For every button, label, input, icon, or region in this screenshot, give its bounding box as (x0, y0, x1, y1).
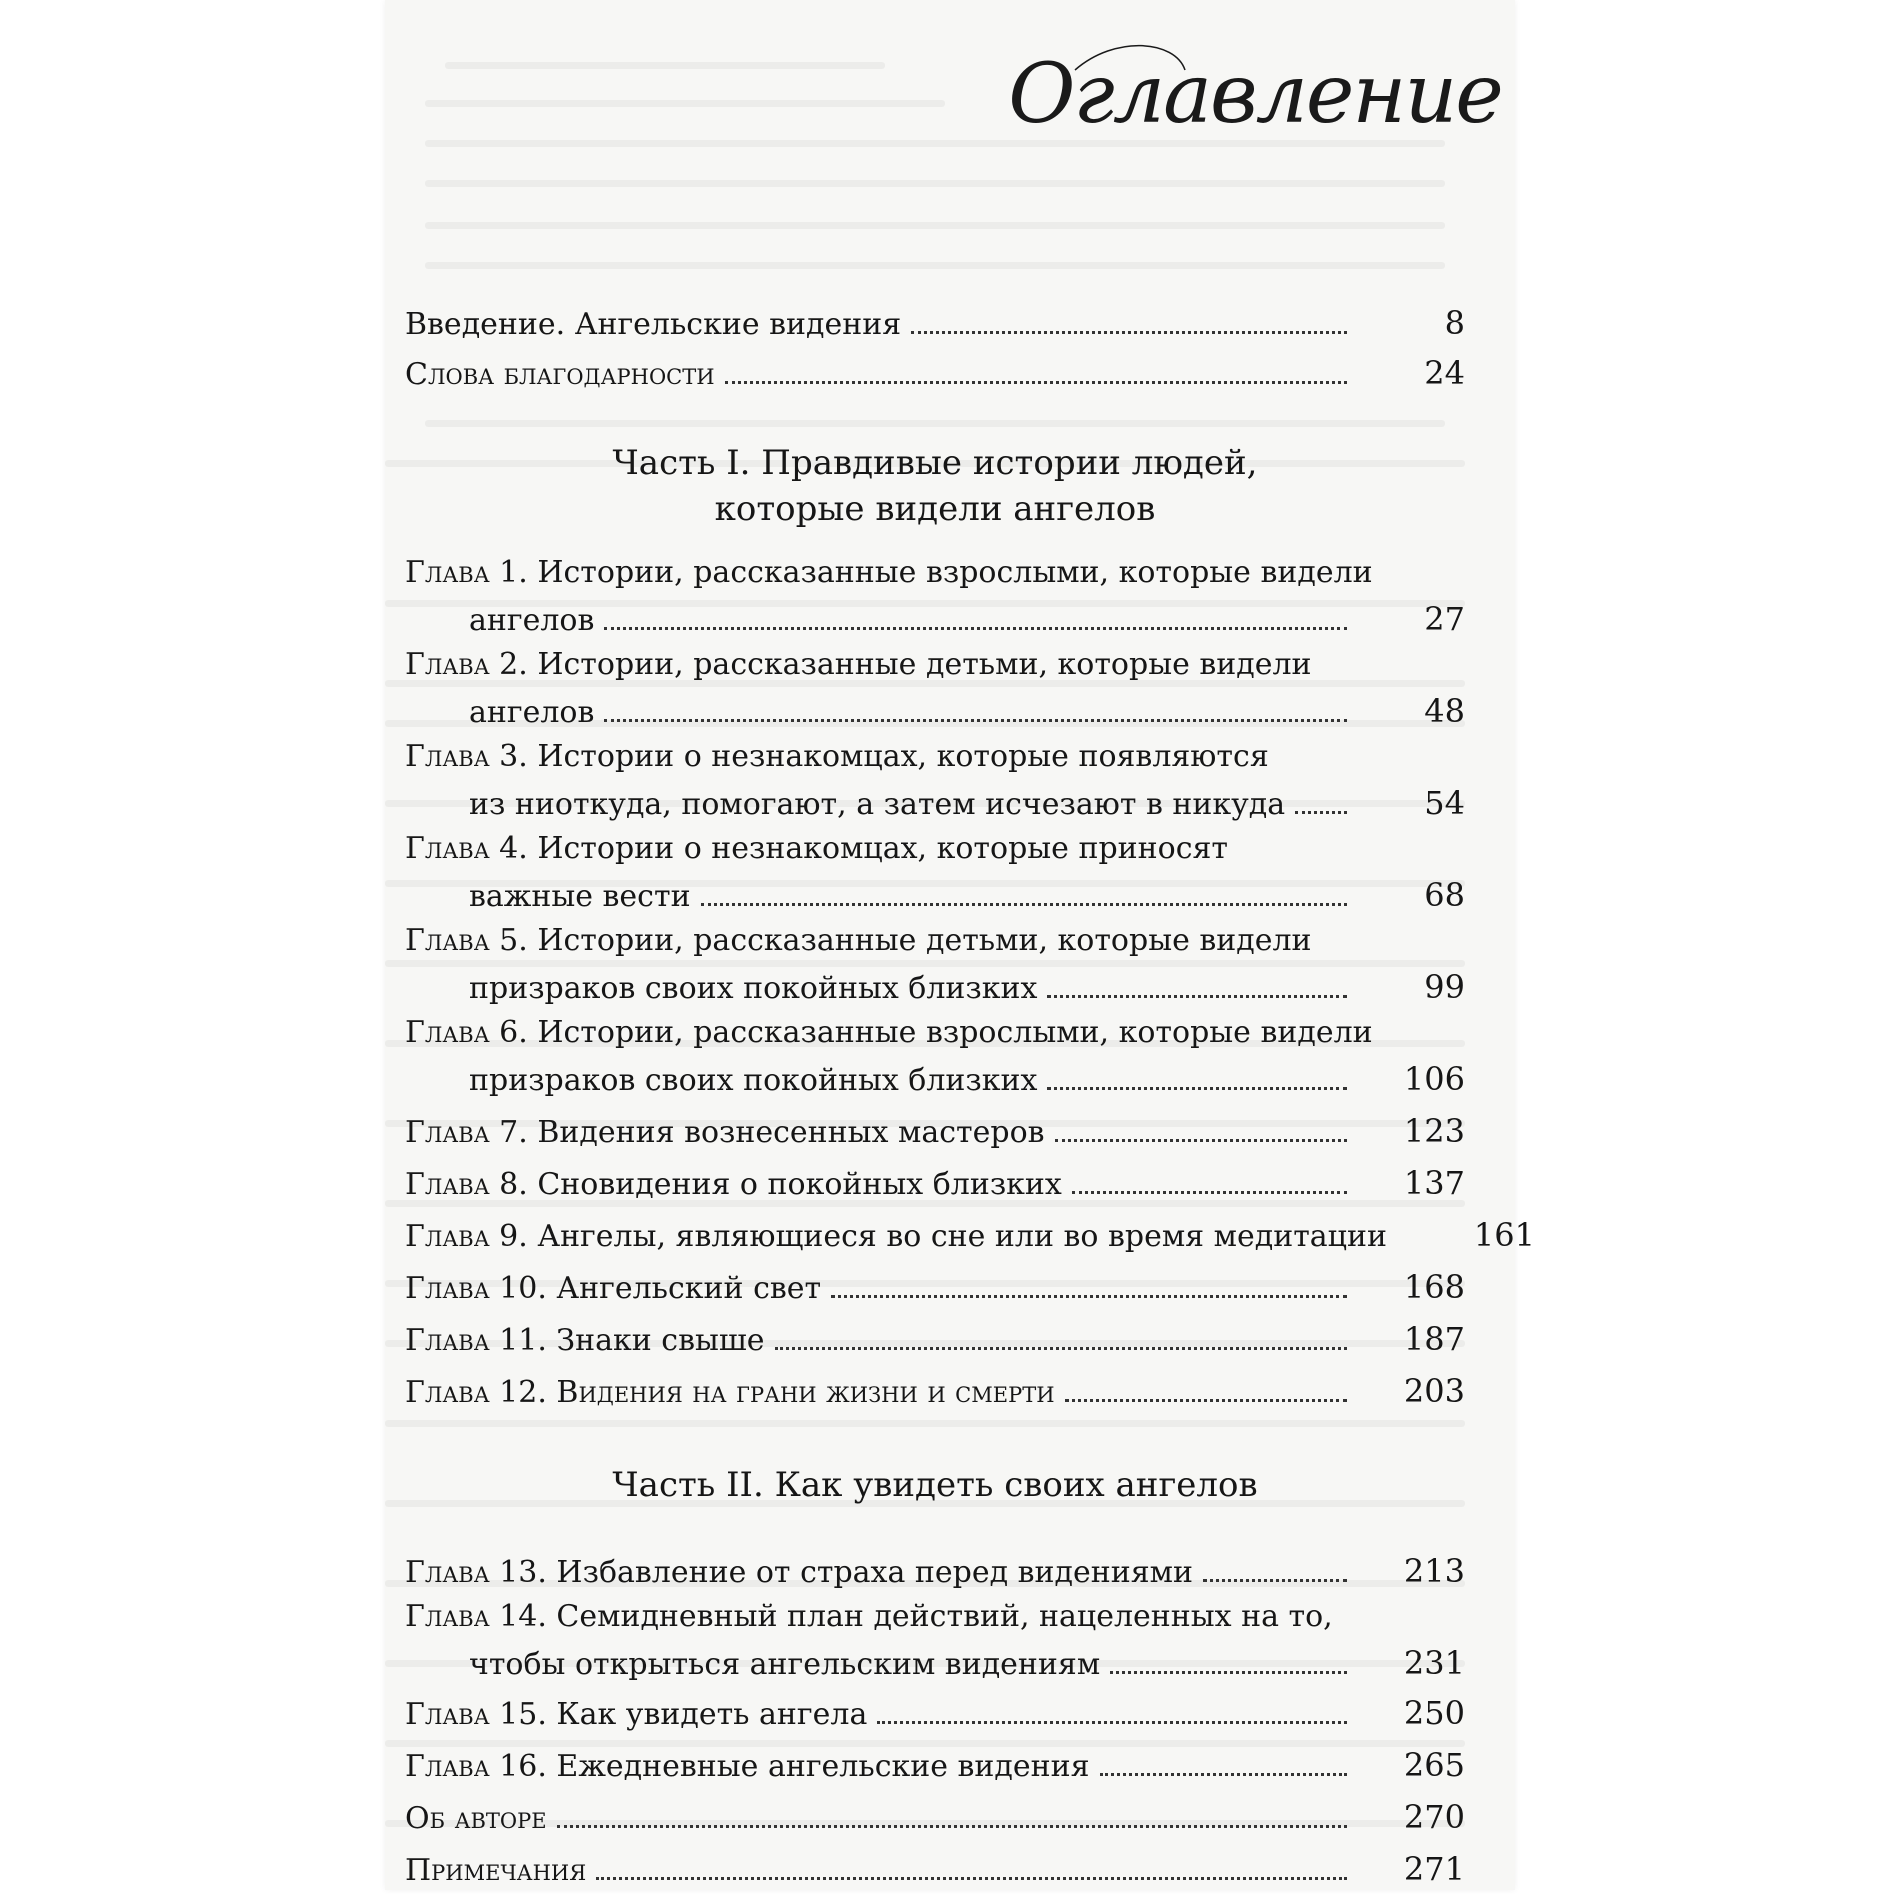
page-number: 250 (1403, 1694, 1465, 1732)
chapter-title-line2: из ниоткуда, помогают, а затем исчезают в никуда (469, 787, 1286, 822)
page-number: 187 (1403, 1320, 1465, 1358)
chapter-title-line1: Истории, рассказанные детьми, которые видели (537, 923, 1312, 958)
chapter-title: Ежедневные ангельские видения (556, 1749, 1090, 1784)
chapter-title-line1: Истории, рассказанные взрослыми, которые видели (537, 1015, 1373, 1050)
dot-leader (1203, 1579, 1347, 1582)
dot-leader (604, 627, 1347, 630)
toc-entry-acknowledgements[interactable] (405, 350, 1465, 396)
dot-leader (1047, 995, 1347, 998)
chapter-title: Видения на грани жизни и смерти (556, 1375, 1055, 1410)
dot-leader (877, 1721, 1347, 1724)
part-1-heading (405, 440, 1465, 532)
toc-entry-chapter-12[interactable] (405, 1368, 1465, 1414)
page-number: 54 (1424, 784, 1465, 822)
chapter-title-line2: призраков своих покойных близких (469, 1063, 1038, 1098)
chapter-title: Ангельский свет (556, 1271, 822, 1306)
part-2-heading (405, 1462, 1465, 1508)
toc-entry-chapter-9[interactable] (405, 1212, 1535, 1258)
toc-entry-chapter-10[interactable] (405, 1264, 1465, 1310)
dot-leader (911, 331, 1347, 334)
page-title-text: Оглавление (1008, 47, 1502, 142)
entry-label: Примечания (405, 1853, 587, 1888)
toc-entry-chapter-8[interactable] (405, 1160, 1465, 1206)
chapter-title-line2: чтобы открыться ангельским видениям (469, 1647, 1101, 1682)
chapter-number: Глава 1. (405, 555, 528, 590)
dot-leader (1047, 1087, 1347, 1090)
page-number: 48 (1424, 692, 1465, 730)
chapter-title-line1: Истории, рассказанные взрослыми, которые видели (537, 555, 1373, 590)
toc-entry-chapter-7[interactable] (405, 1108, 1465, 1154)
chapter-title-line2: призраков своих покойных близких (469, 971, 1038, 1006)
chapter-title-line2: важные вести (469, 879, 691, 914)
chapter-number: Глава 8. (405, 1167, 528, 1202)
dot-leader (1072, 1191, 1347, 1194)
dot-leader (1397, 1243, 1417, 1246)
part-2-title: Часть II. Как увидеть своих ангелов (612, 1465, 1258, 1505)
dot-leader (604, 719, 1347, 722)
page-number: 123 (1403, 1112, 1465, 1150)
chapter-number: Глава 5. (405, 923, 528, 958)
chapter-number: Глава 3. (405, 739, 528, 774)
page-number: 137 (1403, 1164, 1465, 1202)
chapter-title-line1: Семидневный план действий, нацеленных на то, (556, 1599, 1333, 1634)
page-title (1008, 30, 1502, 170)
dot-leader (1055, 1139, 1347, 1142)
dot-leader (1295, 811, 1347, 814)
chapter-number: Глава 7. (405, 1115, 528, 1150)
entry-label: Слова благодарности (405, 357, 715, 392)
chapter-number: Глава 12. (405, 1375, 547, 1410)
page-number: 68 (1424, 876, 1465, 914)
entry-label: Введение. Ангельские видения (405, 307, 902, 342)
chapter-number: Глава 11. (405, 1323, 547, 1358)
part-1-title-line1: Часть I. Правдивые истории людей, (612, 443, 1258, 483)
dot-leader (596, 1877, 1347, 1880)
dot-leader (831, 1295, 1347, 1298)
toc-entry-introduction[interactable] (405, 300, 1465, 346)
toc-entry-about-author[interactable] (405, 1794, 1465, 1840)
chapter-title: Знаки свыше (556, 1323, 765, 1358)
page-number: 203 (1403, 1372, 1465, 1410)
chapter-number: Глава 4. (405, 831, 528, 866)
dot-leader (725, 381, 1347, 384)
chapter-title-line1: Истории о незнакомцах, которые появляются (537, 739, 1269, 774)
page-number: 8 (1444, 304, 1465, 342)
page-number: 27 (1424, 600, 1465, 638)
toc-entry-chapter-6[interactable] (405, 1010, 1465, 1102)
page-number: 106 (1403, 1060, 1465, 1098)
chapter-number: Глава 10. (405, 1271, 547, 1306)
page-number: 161 (1473, 1216, 1535, 1254)
dot-leader (701, 903, 1347, 906)
toc-entry-chapter-1[interactable] (405, 550, 1465, 642)
toc-entry-chapter-4[interactable] (405, 826, 1465, 918)
toc-entry-notes[interactable] (405, 1846, 1465, 1892)
chapter-number: Глава 16. (405, 1749, 547, 1784)
toc-entry-chapter-14[interactable] (405, 1594, 1465, 1686)
chapter-title: Избавление от страха перед видениями (556, 1555, 1193, 1590)
chapter-title-line1: Истории, рассказанные детьми, которые видели (537, 647, 1312, 682)
chapter-title: Ангелы, являющиеся во сне или во время медитации (537, 1219, 1387, 1254)
part-1-title-line2: которые видели ангелов (714, 489, 1156, 529)
dot-leader (557, 1825, 1347, 1828)
toc-entry-chapter-15[interactable] (405, 1690, 1465, 1736)
dot-leader (1110, 1671, 1347, 1674)
page-number: 213 (1403, 1552, 1465, 1590)
chapter-title-line2: ангелов (469, 603, 595, 638)
chapter-number: Глава 2. (405, 647, 528, 682)
page-number: 265 (1403, 1746, 1465, 1784)
chapter-title: Сновидения о покойных близких (537, 1167, 1062, 1202)
toc-entry-chapter-5[interactable] (405, 918, 1465, 1010)
toc-entry-chapter-16[interactable] (405, 1742, 1465, 1788)
page-number: 24 (1424, 354, 1465, 392)
chapter-number: Глава 13. (405, 1555, 547, 1590)
toc-entry-chapter-11[interactable] (405, 1316, 1465, 1362)
chapter-title-line1: Истории о незнакомцах, которые приносят (537, 831, 1229, 866)
dot-leader (775, 1347, 1348, 1350)
dot-leader (1100, 1773, 1347, 1776)
chapter-title: Видения вознесенных мастеров (537, 1115, 1045, 1150)
page-number: 99 (1424, 968, 1465, 1006)
book-page (385, 0, 1535, 1890)
toc-entry-chapter-13[interactable] (405, 1548, 1465, 1594)
chapter-title-line2: ангелов (469, 695, 595, 730)
entry-label: Об авторе (405, 1801, 547, 1836)
page-number: 231 (1403, 1644, 1465, 1682)
chapter-number: Глава 6. (405, 1015, 528, 1050)
toc-entry-chapter-2[interactable] (405, 642, 1465, 734)
chapter-title: Как увидеть ангела (556, 1697, 868, 1732)
toc-entry-chapter-3[interactable] (405, 734, 1465, 826)
dot-leader (1065, 1399, 1347, 1402)
page-number: 271 (1403, 1850, 1465, 1888)
page-number: 168 (1403, 1268, 1465, 1306)
chapter-number: Глава 9. (405, 1219, 528, 1254)
chapter-number: Глава 15. (405, 1697, 547, 1732)
page-number: 270 (1403, 1798, 1465, 1836)
chapter-number: Глава 14. (405, 1599, 547, 1634)
